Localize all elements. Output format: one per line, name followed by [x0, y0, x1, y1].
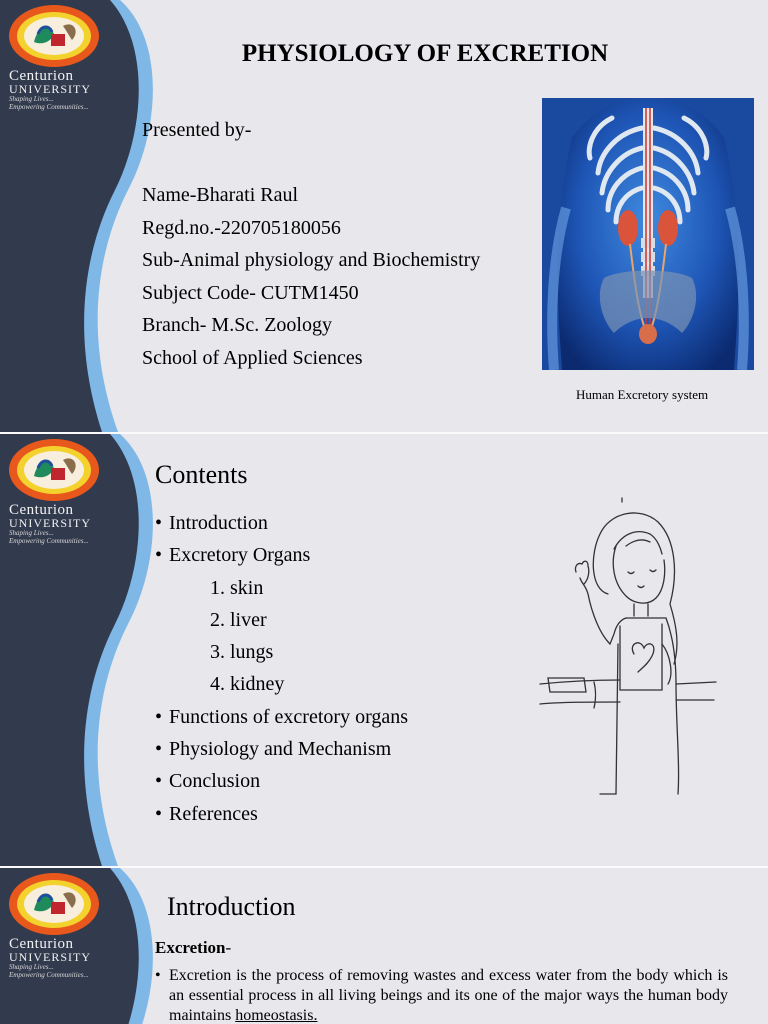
- slide-introduction: [0, 868, 768, 1024]
- blank-line: [142, 147, 480, 180]
- contents-item-label: Conclusion: [169, 770, 261, 793]
- university-logo-icon: [8, 4, 100, 68]
- brand-tagline1: Shaping Lives...: [9, 529, 54, 537]
- contents-subitem: [155, 572, 408, 604]
- brand-tagline1: Shaping Lives...: [9, 95, 54, 103]
- brand-line2: UNIVERSITY: [9, 82, 91, 96]
- excretory-system-image: [542, 98, 754, 370]
- bullet: •: [155, 967, 161, 984]
- contents-item: • Physiology and Mechanism: [155, 738, 392, 761]
- university-brand: [9, 937, 119, 979]
- contents-item-label: Introduction: [169, 512, 268, 534]
- contents-item: • Excretory Organs: [155, 544, 311, 567]
- brand-tagline2: Empowering Communities...: [9, 537, 89, 545]
- contents-item-label: Excretory Organs: [169, 544, 311, 567]
- contents-item-label: Functions of excretory organs: [169, 705, 409, 728]
- page-title: PHYSIOLOGY OF EXCRETION: [241, 40, 609, 67]
- contents-item-label: 1. skin: [210, 576, 264, 599]
- brand-line2: UNIVERSITY: [9, 516, 91, 530]
- subject-code: Subject Code- CUTM1450: [142, 281, 359, 304]
- contents-heading: Contents: [155, 460, 248, 489]
- contents-item-label: 4. kidney: [210, 673, 285, 696]
- introduction-heading: Introduction: [167, 892, 296, 921]
- excretion-subheading-suffix: -: [225, 938, 232, 957]
- contents-item: • Conclusion: [155, 770, 261, 793]
- contents-list: [155, 507, 408, 830]
- brand-tagline1: Shaping Lives...: [9, 963, 54, 971]
- presenter-name: Name-Bharati Raul: [142, 184, 299, 206]
- brand-tagline2: Empowering Communities...: [9, 103, 89, 111]
- contents-item: • Functions of excretory organs: [155, 705, 409, 728]
- slide-contents: [0, 434, 768, 866]
- contents-item-label: Physiology and Mechanism: [169, 738, 392, 761]
- girl-with-book-illustration: [530, 494, 720, 804]
- university-brand: [9, 503, 119, 545]
- university-logo-icon: [8, 872, 100, 936]
- brand-line1: Centurion: [9, 936, 74, 952]
- contents-item-label: References: [169, 802, 258, 825]
- branch-name: Branch- M.Sc. Zoology: [142, 314, 332, 336]
- contents-subitem: [155, 636, 408, 668]
- contents-item-label: 3. lungs: [210, 641, 274, 664]
- presented-by-label: Presented by-: [142, 119, 252, 141]
- contents-item: • References: [155, 802, 258, 825]
- paragraph-text: [155, 966, 728, 1024]
- image-caption: Human Excretory system: [576, 387, 709, 402]
- subject-name: Sub-Animal physiology and Biochemistry: [142, 249, 481, 271]
- presenter-info: [142, 114, 480, 374]
- introduction-paragraph: [155, 966, 728, 1024]
- contents-item-label: 2. liver: [210, 608, 267, 631]
- excretion-subheading: [155, 938, 231, 958]
- school-name: School of Applied Sciences: [142, 346, 363, 369]
- contents-item: • Introduction: [155, 512, 268, 534]
- homeostasis-link[interactable]: homeostasis.: [235, 1007, 318, 1024]
- university-brand: [9, 69, 119, 111]
- brand-line2: UNIVERSITY: [9, 950, 91, 964]
- paragraph-main: Excretion is the process of removing wastes and excess water from the body which is an essential process in all living beings and its one of the major ways the human body maintains: [169, 967, 728, 1024]
- brand-tagline2: Empowering Communities...: [9, 971, 89, 979]
- registration-number: Regd.no.-220705180056: [142, 216, 341, 239]
- university-logo-icon: [8, 438, 100, 502]
- contents-subitem: [155, 668, 408, 700]
- slide-title: [0, 0, 768, 432]
- contents-subitem: [155, 604, 408, 636]
- brand-line1: Centurion: [9, 68, 74, 84]
- brand-line1: Centurion: [9, 502, 74, 518]
- excretion-subheading-text: Excretion: [155, 938, 226, 957]
